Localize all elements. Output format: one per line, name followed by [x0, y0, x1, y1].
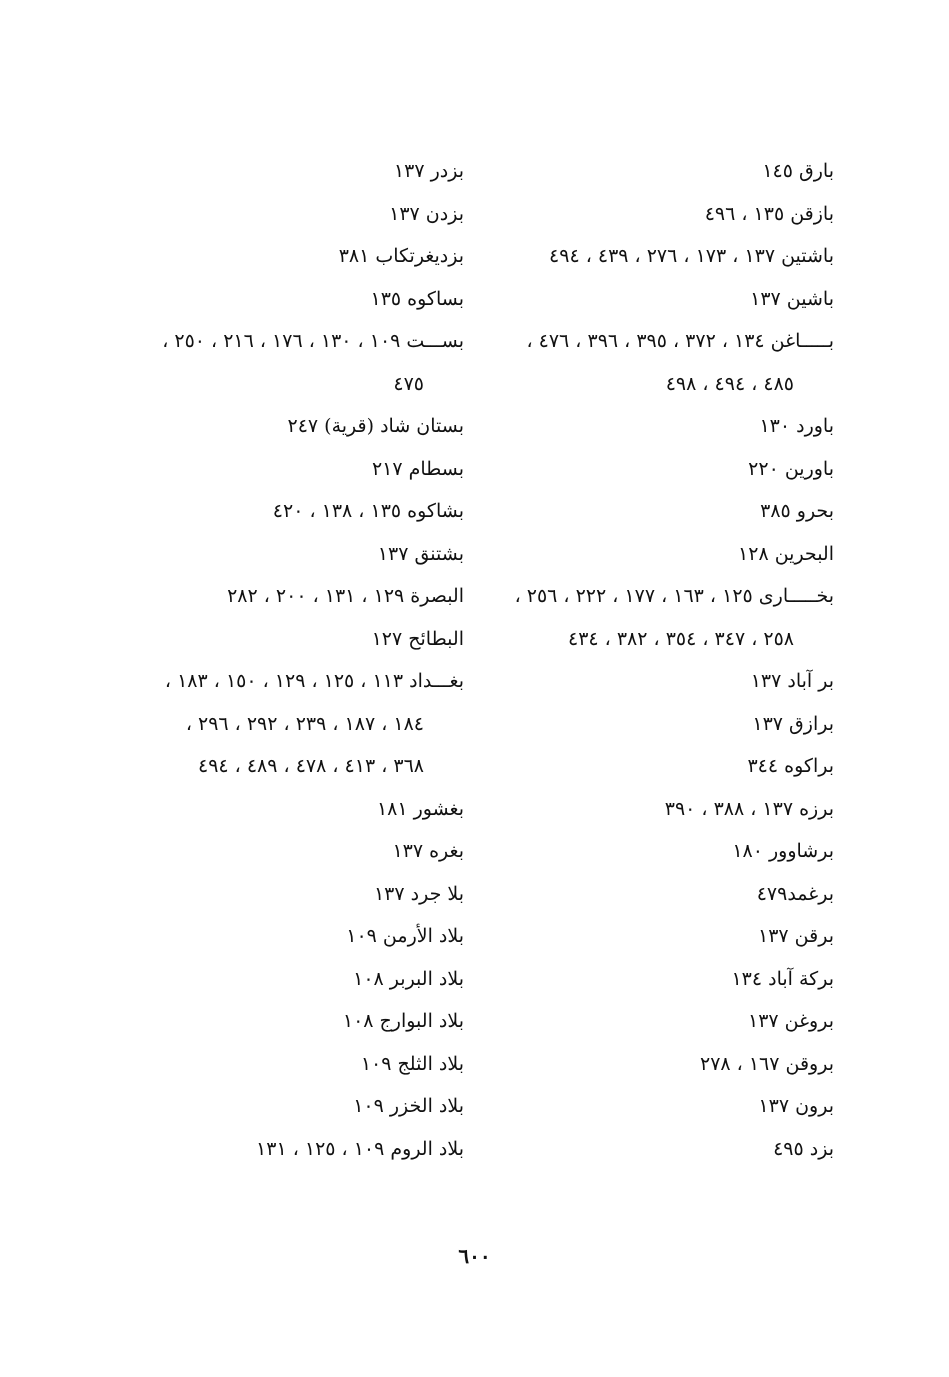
index-entry: بر آباد ١٣٧ [750, 670, 834, 692]
index-entry: براكوه ٣٤٤ [747, 755, 834, 777]
index-entry: بزديغرتكاب ٣٨١ [338, 245, 464, 267]
index-entry-continuation: ٢٥٨ ، ٣٤٧ ، ٣٥٤ ، ٣٨٢ ، ٤٣٤ [568, 627, 794, 650]
index-entry-continuation: ١٨٤ ، ١٨٧ ، ٢٣٩ ، ٢٩٢ ، ٢٩٦ ، [185, 712, 424, 735]
index-entry-continuation: ٤٧٥ [393, 372, 424, 395]
index-entry: برون ١٣٧ [758, 1095, 834, 1117]
index-entry: بلاد البربر ١٠٨ [353, 967, 464, 990]
index-column-left [114, 150, 464, 1170]
index-entry: بغره ١٣٧ [392, 840, 464, 862]
index-entry: بســـت ١٠٩ ، ١٣٠ ، ١٧٦ ، ٢١٦ ، ٢٥٠ ، [162, 330, 464, 352]
index-entry: بازقن ١٣٥ ، ٤٩٦ [704, 202, 834, 225]
index-entry: بزد ٤٩٥ [773, 1137, 834, 1160]
index-entry: بزدر ١٣٧ [393, 160, 464, 182]
index-entry: البحرين ١٢٨ [738, 542, 834, 565]
index-entry: بركة آباد ١٣٤ [731, 967, 834, 990]
index-entry: بلاد البوارج ١٠٨ [342, 1010, 464, 1032]
index-entry: البصرة ١٢٩ ، ١٣١ ، ٢٠٠ ، ٢٨٢ [227, 585, 464, 607]
index-entry: بلاد الروم ١٠٩ ، ١٢٥ ، ١٣١ [256, 1137, 464, 1160]
index-entry: بلا جرد ١٣٧ [373, 882, 464, 905]
index-entry: بزدن ١٣٧ [389, 202, 464, 225]
index-entry: بروقن ١٦٧ ، ٢٧٨ [699, 1052, 834, 1075]
index-entry: بسطام ٢١٧ [371, 457, 464, 480]
index-entry: برازق ١٣٧ [752, 712, 834, 735]
index-entry: بروغن ١٣٧ [747, 1010, 834, 1032]
index-entry: برشاوور ١٨٠ [732, 840, 834, 862]
index-entry: بخـــــارى ١٢٥ ، ١٦٣ ، ١٧٧ ، ٢٢٢ ، ٢٥٦ ، [514, 585, 834, 607]
index-entry: بشاكوه ١٣٥ ، ١٣٨ ، ٤٢٠ [272, 500, 464, 522]
index-entry: باورد ١٣٠ [759, 415, 834, 437]
index-entry: باشتين ١٣٧ ، ١٧٣ ، ٢٧٦ ، ٤٣٩ ، ٤٩٤ [549, 245, 834, 267]
index-entry: بستان شاد (قرية) ٢٤٧ [287, 415, 464, 437]
index-entry: بـــــاغن ١٣٤ ، ٣٧٢ ، ٣٩٥ ، ٣٩٦ ، ٤٧٦ ، [526, 330, 834, 352]
index-column-right [474, 150, 834, 1170]
page-number: ٦٠٠ [458, 1244, 491, 1268]
index-entry: بغـــداد ١١٣ ، ١٢٥ ، ١٢٩ ، ١٥٠ ، ١٨٣ ، [164, 670, 464, 692]
index-entry: بلاد الثلج ١٠٩ [360, 1052, 464, 1075]
index-entry: باشين ١٣٧ [750, 287, 834, 310]
index-entry: بشتنق ١٣٧ [377, 542, 464, 565]
index-entry: بلاد الأرمن ١٠٩ [346, 925, 464, 947]
index-entry: البطائح ١٢٧ [371, 627, 464, 650]
index-entry: بارق ١٤٥ [762, 160, 834, 182]
index-entry: برقن ١٣٧ [758, 925, 834, 947]
index-entry: برغمد٤٧٩ [756, 882, 834, 905]
index-entry: بحرو ٣٨٥ [760, 500, 834, 522]
index-entry: بلاد الخزر ١٠٩ [353, 1095, 464, 1117]
index-entry: باورين ٢٢٠ [748, 457, 834, 480]
index-entry-continuation: ٤٨٥ ، ٤٩٤ ، ٤٩٨ [665, 372, 794, 395]
index-entry: بغشور ١٨١ [376, 797, 464, 820]
index-entry: بساكوه ١٣٥ [370, 287, 464, 310]
index-entry: برزه ١٣٧ ، ٣٨٨ ، ٣٩٠ [664, 797, 834, 820]
index-entry-continuation: ٣٦٨ ، ٤١٣ ، ٤٧٨ ، ٤٨٩ ، ٤٩٤ [198, 755, 424, 777]
